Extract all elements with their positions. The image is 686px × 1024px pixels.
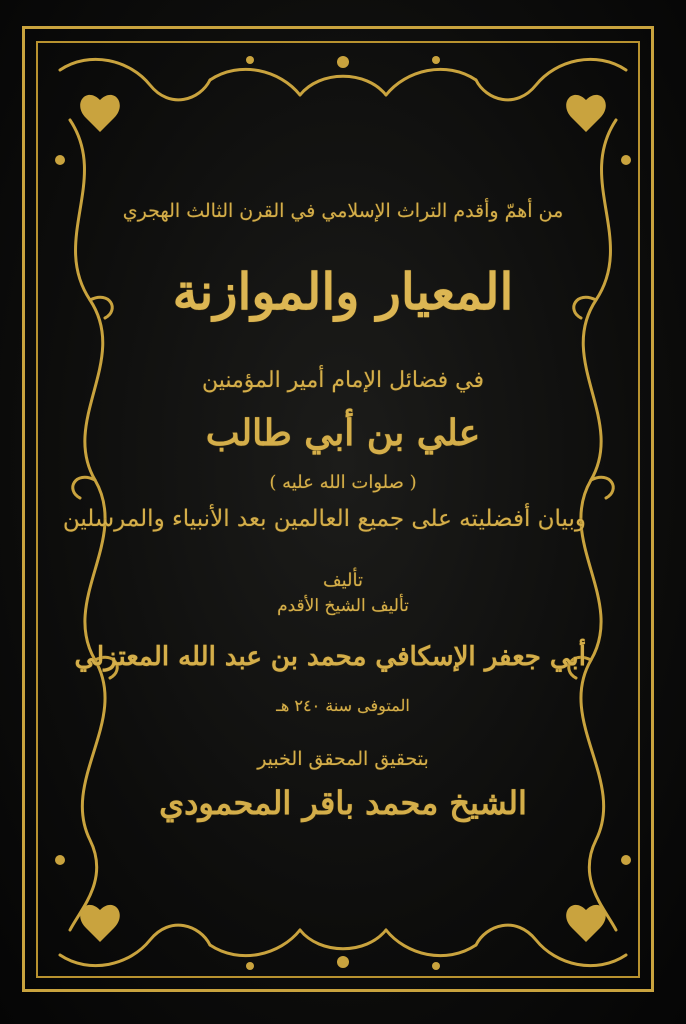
author-name: أبي جعفر الإسكافي محمد بن عبد الله المعتزلي [74,642,586,672]
editor-label: بتحقيق المحقق الخبير [257,748,429,770]
subtitle-heritage-line: من أهمّ وأقدم التراث الإسلامي في القرن الثالث الهجري [122,200,564,222]
editor-name: الشيخ محمد باقر المحمودي [159,784,527,822]
book-title: المعيار والموازنة [172,262,514,321]
subject-name: علي بن أبي طالب [205,412,481,454]
subtitle-preference-line: وبيان أفضليته على جميع العالمين بعد الأنبياء والمرسلين [62,506,586,532]
author-prefix: تأليف الشيخ الأقدم [277,596,409,616]
authorship-label: تأليف [322,570,364,591]
salutation: ( صلوات الله عليه ) [269,472,417,493]
death-date: المتوفى سنة ٢٤٠ هـ [276,696,410,715]
subtitle-virtues-line: في فضائل الإمام أمير المؤمنين [201,368,485,393]
